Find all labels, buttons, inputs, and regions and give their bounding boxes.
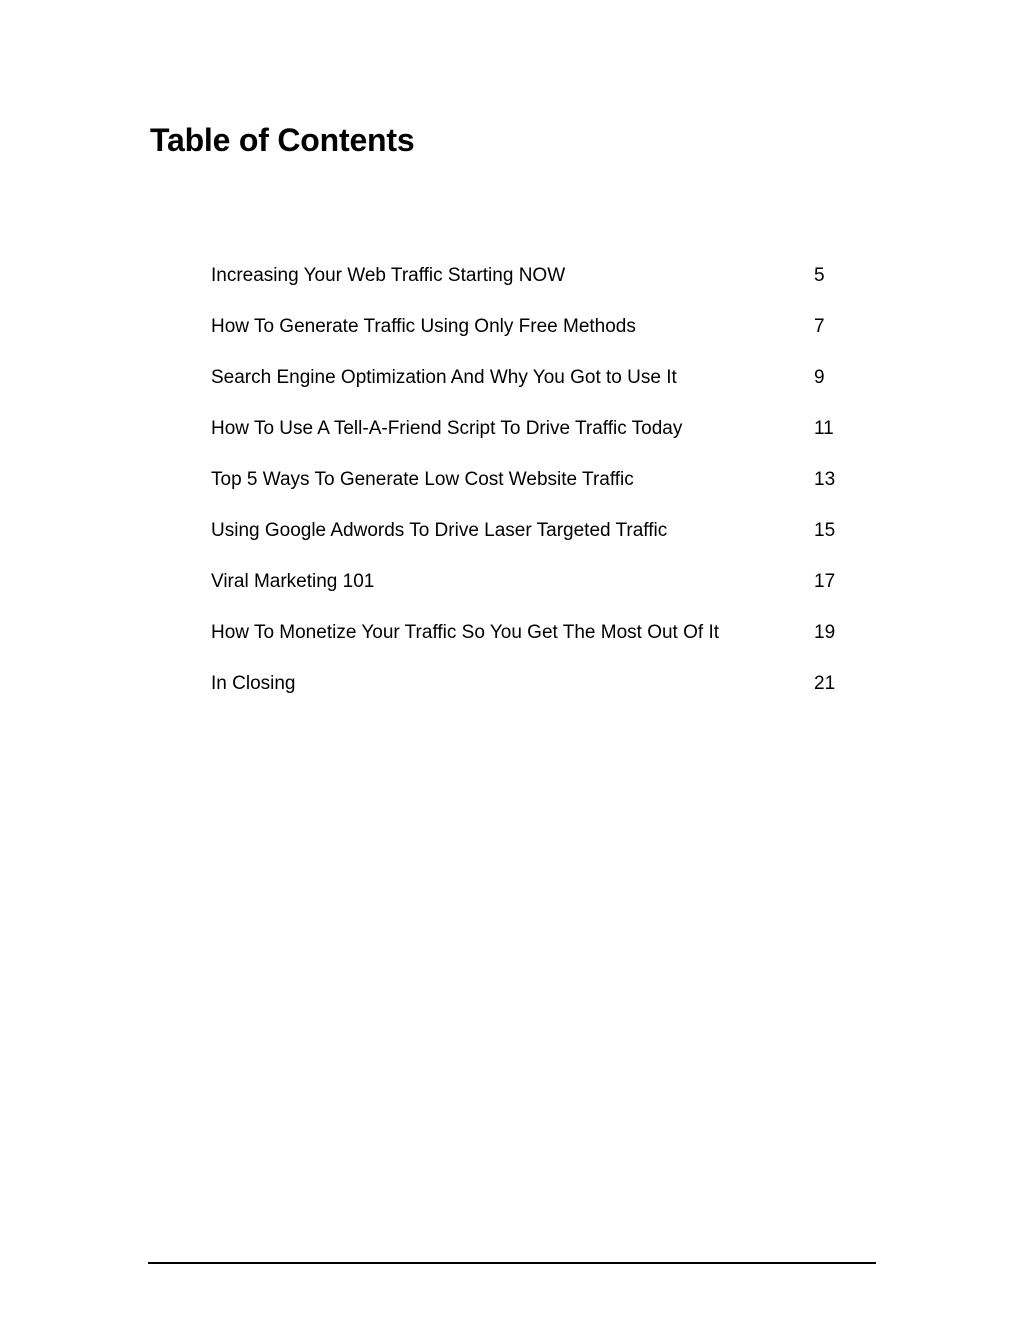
toc-entry-title: How To Monetize Your Traffic So You Get The Most Out Of It xyxy=(211,622,719,643)
toc-entry xyxy=(211,415,861,466)
toc-entry xyxy=(211,517,861,568)
toc-entry-page-number: 9 xyxy=(814,367,825,388)
toc-entry-page-number: 15 xyxy=(814,520,836,541)
toc-entry-page-number: 7 xyxy=(814,316,825,337)
toc-entry xyxy=(211,313,861,364)
table-of-contents xyxy=(211,262,861,721)
toc-entry-page-number: 17 xyxy=(814,571,836,592)
toc-entry-title: Using Google Adwords To Drive Laser Targeted Traffic xyxy=(211,520,668,541)
toc-entry xyxy=(211,466,861,517)
toc-entry-title: Increasing Your Web Traffic Starting NOW xyxy=(211,265,566,286)
toc-entry-page-number: 19 xyxy=(814,622,836,643)
footer-divider xyxy=(148,1262,876,1264)
toc-entry-page-number: 5 xyxy=(814,265,825,286)
toc-entry-title: Search Engine Optimization And Why You Got to Use It xyxy=(211,367,677,388)
toc-entry-title: How To Use A Tell-A-Friend Script To Drive Traffic Today xyxy=(211,418,683,439)
toc-entry-title: Top 5 Ways To Generate Low Cost Website Traffic xyxy=(211,469,634,490)
toc-entry-title: In Closing xyxy=(211,673,296,694)
toc-entry-title: How To Generate Traffic Using Only Free Methods xyxy=(211,316,636,337)
toc-entry xyxy=(211,619,861,670)
page-title: Table of Contents xyxy=(150,122,415,158)
toc-entry-page-number: 11 xyxy=(814,418,834,439)
toc-entry xyxy=(211,670,861,721)
toc-entry xyxy=(211,568,861,619)
toc-entry xyxy=(211,364,861,415)
toc-entry-title: Viral Marketing 101 xyxy=(211,571,375,592)
toc-entry-page-number: 21 xyxy=(814,673,836,694)
toc-entry-page-number: 13 xyxy=(814,469,836,490)
toc-entry xyxy=(211,262,861,313)
